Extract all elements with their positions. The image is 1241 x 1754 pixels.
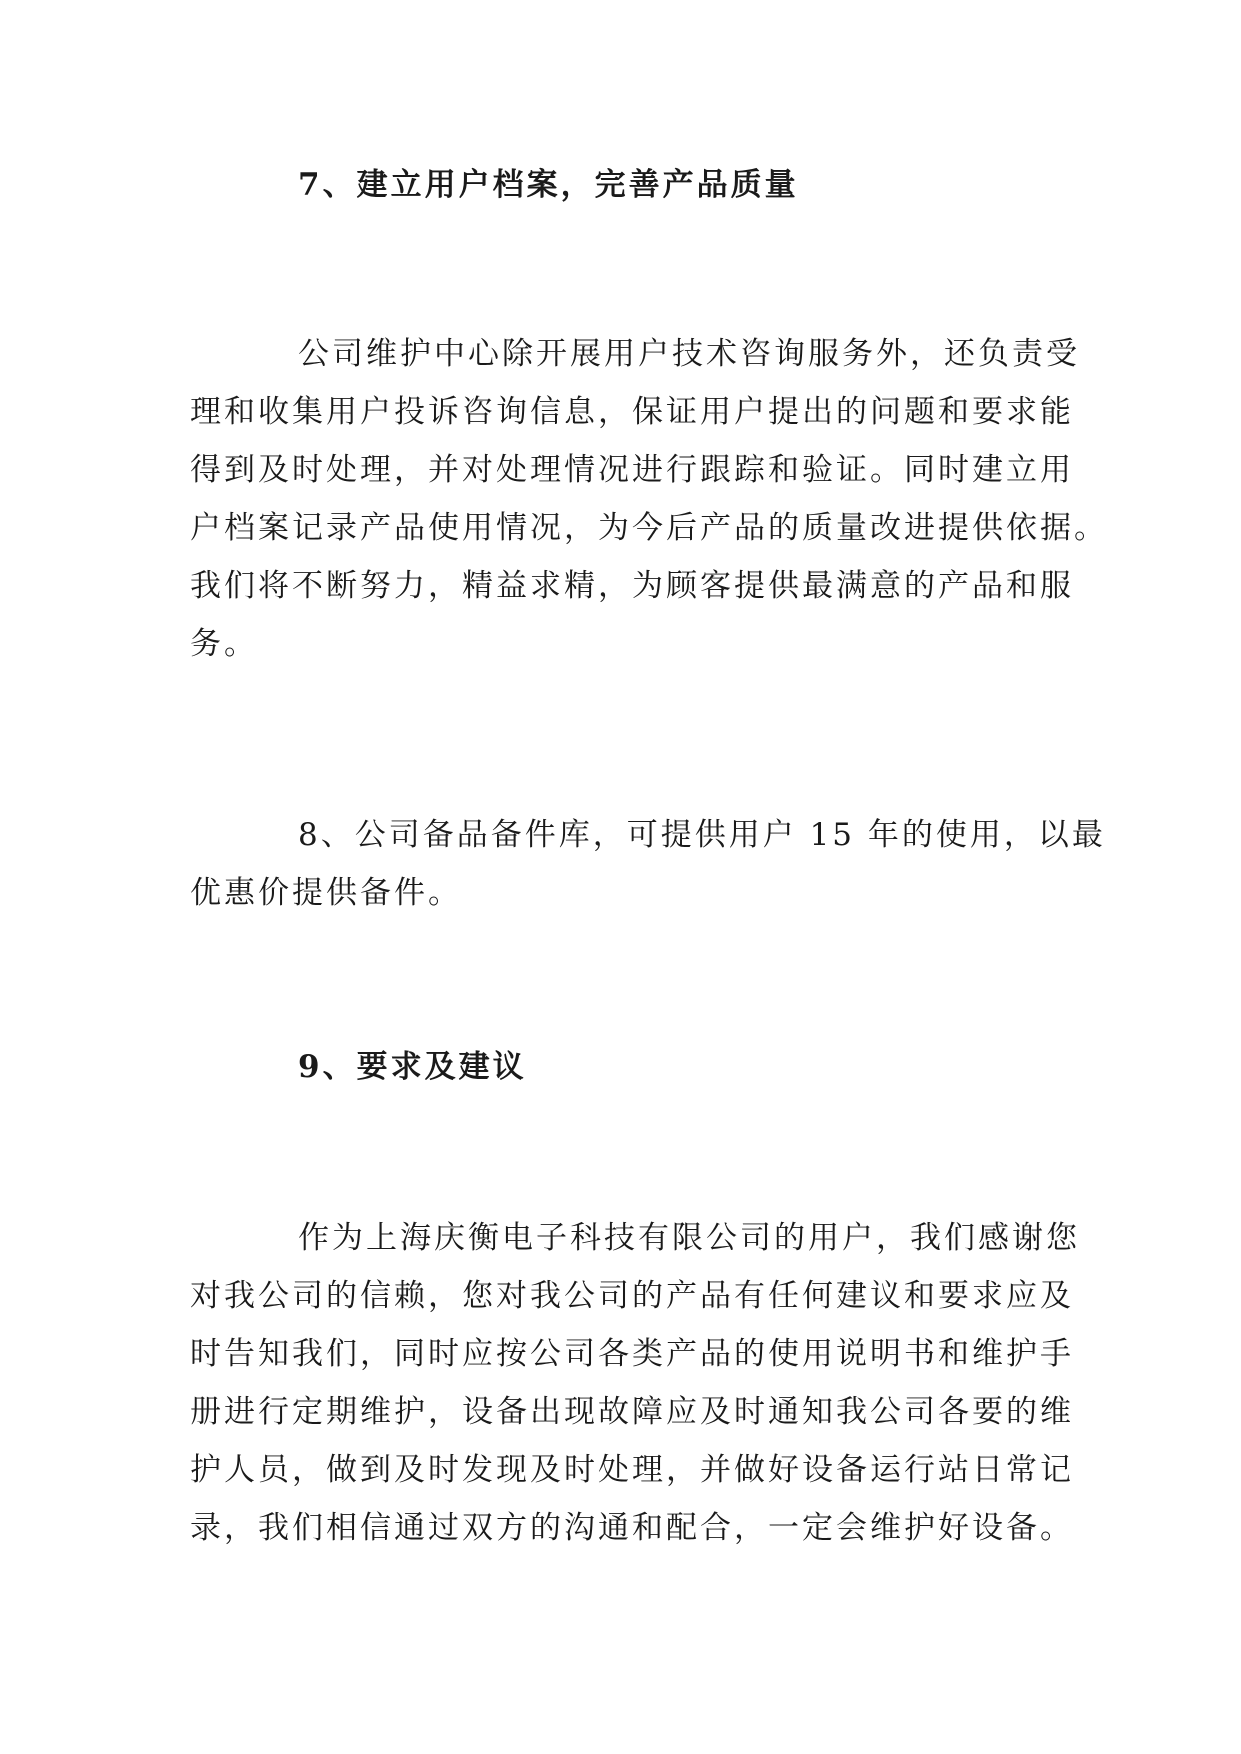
section-9-paragraph <box>190 1209 1080 1557</box>
paragraph-line: 理和收集用户投诉咨询信息，保证用户提出的问题和要求能 <box>190 394 1074 430</box>
paragraph-line: 录，我们相信通过双方的沟通和配合，一定会维护好设备。 <box>190 1510 1074 1546</box>
paragraph-line: 得到及时处理，并对处理情况进行跟踪和验证。同时建立用 <box>190 452 1074 488</box>
section-7-heading: 7、建立用户档案，完善产品质量 <box>298 167 799 203</box>
paragraph-line: 护人员，做到及时发现及时处理，并做好设备运行站日常记 <box>190 1452 1074 1488</box>
paragraph-line: 我们将不断努力，精益求精，为顾客提供最满意的产品和服 <box>190 568 1074 604</box>
section-7-paragraph <box>190 325 1108 673</box>
section-8-paragraph <box>190 806 1106 922</box>
paragraph-line: 作为上海庆衡电子科技有限公司的用户，我们感谢您 <box>298 1220 1080 1256</box>
paragraph-line: 时告知我们，同时应按公司各类产品的使用说明书和维护手 <box>190 1336 1074 1372</box>
paragraph-line: 户档案记录产品使用情况，为今后产品的质量改进提供依据。 <box>190 510 1108 546</box>
section-9-heading: 9、要求及建议 <box>298 1049 527 1085</box>
paragraph-line: 8、公司备品备件库，可提供用户 15 年的使用，以最 <box>298 817 1106 853</box>
paragraph-line: 优惠价提供备件。 <box>190 875 462 911</box>
paragraph-line: 对我公司的信赖，您对我公司的产品有任何建议和要求应及 <box>190 1278 1074 1314</box>
paragraph-line: 公司维护中心除开展用户技术咨询服务外，还负责受 <box>298 336 1080 372</box>
paragraph-line: 册进行定期维护，设备出现故障应及时通知我公司各要的维 <box>190 1394 1074 1430</box>
paragraph-line: 务。 <box>190 626 258 662</box>
